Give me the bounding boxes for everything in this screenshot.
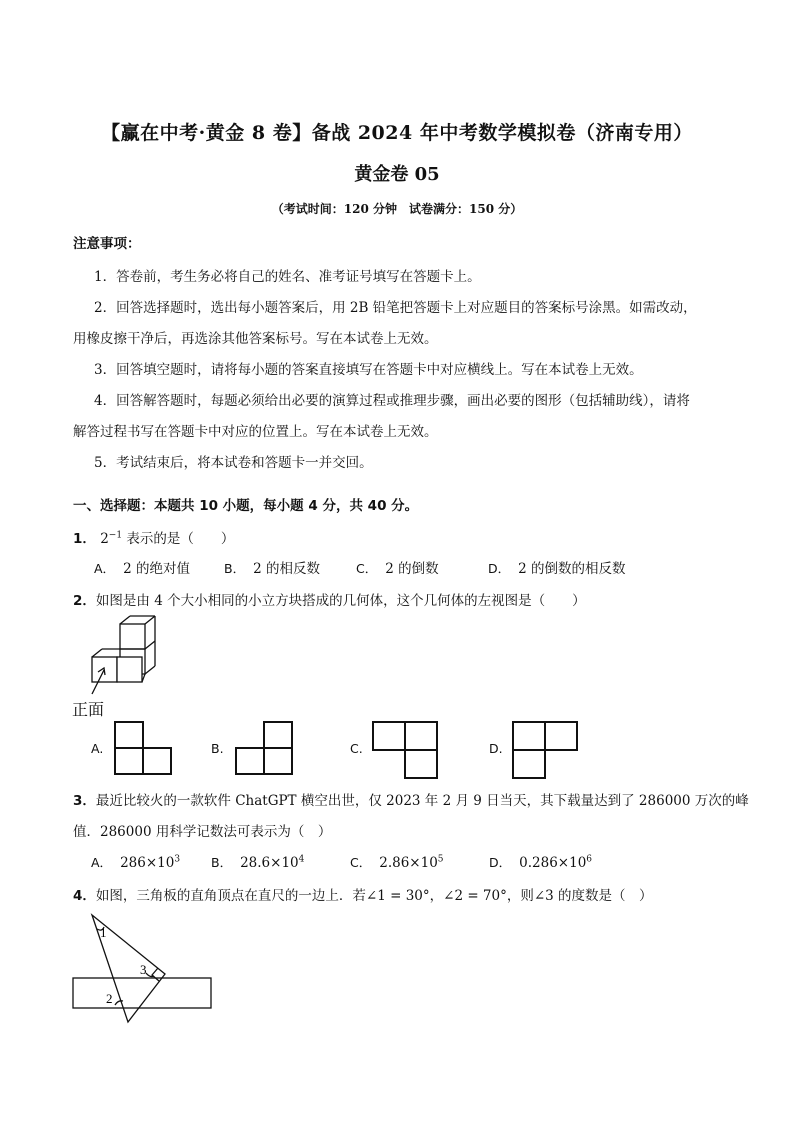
option-c[interactable]: C． $2.86\times 10^5$ (350, 854, 444, 871)
question-2 (73, 589, 586, 609)
question-number: 1． (73, 531, 96, 547)
exam-meta: （考试时间：120 分钟 试卷满分：150 分） (271, 202, 523, 216)
angle-1-label: 1 (100, 925, 107, 940)
question-number: 3． (73, 793, 96, 809)
left-view-a (114, 721, 172, 775)
exam-title: 【赢在中考·黄金 8 卷】备战 2024 年中考数学模拟卷（济南专用） (101, 122, 693, 144)
note-item: 2．回答选择题时，选出每小题答案后，用 2B 铅笔把答题卡上对应题目的答案标号涂黑。如需改动， (94, 300, 697, 316)
question-number: 4． (73, 888, 96, 904)
question-4 (73, 884, 653, 904)
power-base: 2 (100, 531, 109, 547)
question-text: 最近比较火的一款软件 ChatGPT 横空出世，仅 2023 年 2 月 9 日当天，其下载量达到了 286000 万次的峰 (95, 793, 749, 809)
question-3 (73, 789, 749, 809)
front-label: 正面 (72, 700, 105, 719)
question-text: 如图是由 4 个大小相同的小立方块搭成的几何体，这个几何体的左视图是（ ） (95, 593, 586, 609)
note-item: 4．回答解答题时，每题必须给出必要的演算过程或推理步骤，画出必要的图形（包括辅助线），请将 (94, 393, 690, 409)
notes-title: 注意事项： (73, 236, 141, 252)
option-b[interactable]: B． 2 的相反数 (224, 561, 320, 577)
triangle-ruler-figure (70, 912, 215, 1027)
section-title: 一、选择题：本题共 10 小题，每小题 4 分，共 40 分。 (73, 498, 419, 514)
option-a[interactable]: A. (91, 741, 104, 756)
note-item: 用橡皮擦干净后，再选涂其他答案标号。写在本试卷上无效。 (73, 331, 438, 347)
note-item: 5．考试结束后，将本试卷和答题卡一并交回。 (94, 455, 373, 471)
option-c[interactable]: C. (350, 741, 363, 756)
option-c[interactable]: C． 2 的倒数 (356, 561, 439, 577)
question-3-line-2: 值．286000 用科学记数法可表示为（ ） (73, 824, 332, 840)
cube-solid-figure (80, 612, 170, 702)
option-d[interactable]: D. (489, 741, 503, 756)
option-b[interactable]: B． $28.6\times 10^4$ (211, 854, 305, 871)
question-text: 如图，三角板的直角顶点在直尺的一边上．若∠1 = 30°，∠2 = 70°，则∠3 的度数是（ ） (95, 888, 653, 904)
left-view-d (512, 721, 576, 777)
left-view-c (372, 721, 436, 777)
angle-2-label: 2 (106, 991, 113, 1006)
note-item: 1．答卷前，考生务必将自己的姓名、准考证号填写在答题卡上。 (94, 269, 481, 285)
question-text: 表示的是（ ） (126, 531, 235, 547)
option-a[interactable]: A． 2 的绝对值 (94, 561, 190, 577)
question-1 (73, 527, 234, 547)
option-d[interactable]: D． 2 的倒数的相反数 (488, 561, 626, 577)
note-item: 解答过程书写在答题卡中对应的位置上。写在本试卷上无效。 (73, 424, 438, 440)
option-a[interactable]: A． $286\times 10^3$ (91, 854, 181, 871)
angle-3-label: 3 (140, 962, 147, 977)
option-d[interactable]: D． $0.286\times 10^6$ (489, 854, 593, 871)
note-item: 3．回答填空题时，请将每小题的答案直接填写在答题卡中对应横线上。写在本试卷上无效。 (94, 362, 643, 378)
exam-subtitle: 黄金卷 05 (354, 164, 440, 185)
power-exponent: −1 (108, 530, 123, 541)
left-view-b (235, 721, 293, 775)
question-number: 2． (73, 593, 96, 609)
option-b[interactable]: B. (211, 741, 224, 756)
